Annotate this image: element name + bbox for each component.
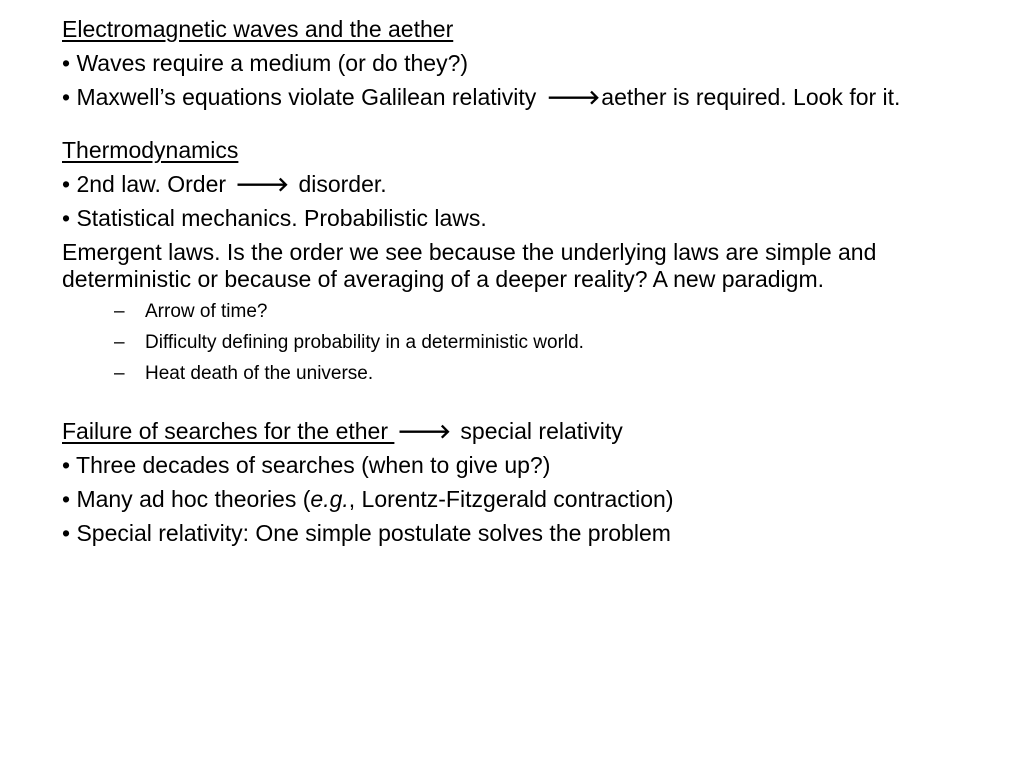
slide-body	[62, 16, 967, 547]
section-heading-ether-searches: Failure of searches for the ether 🡒 special relativity	[62, 418, 623, 444]
arrow-right-icon: 🡒	[235, 172, 290, 196]
bullet-maxwell: • Maxwell’s equations violate Galilean relativity 🡒aether is required. Look for it.	[62, 84, 901, 110]
paragraph-emergent-laws: Emergent laws. Is the order we see because the underlying laws are simple and deterministic or because of averaging of a deeper reality? A new paradigm.	[62, 239, 877, 292]
bullet-second-law: • 2nd law. Order 🡒 disorder.	[62, 171, 387, 197]
arrow-right-icon: 🡒	[546, 85, 601, 109]
bullet-waves-medium: • Waves require a medium (or do they?)	[62, 50, 469, 76]
bullet-ad-hoc-theories: • Many ad hoc theories (e.g., Lorentz-Fitzgerald contraction)	[62, 486, 674, 512]
subitem-arrow-of-time: – Arrow of time?	[114, 301, 268, 322]
bullet-statistical-mechanics: • Statistical mechanics. Probabilistic laws.	[62, 205, 487, 231]
arrow-right-icon: 🡒	[397, 419, 452, 443]
section-heading-thermodynamics: Thermodynamics	[62, 137, 239, 163]
bullet-special-relativity: • Special relativity: One simple postulate solves the problem	[62, 520, 671, 546]
section-heading-em-waves: Electromagnetic waves and the aether	[62, 16, 454, 42]
subitem-heat-death: – Heat death of the universe.	[114, 363, 374, 384]
subitem-probability: – Difficulty defining probability in a deterministic world.	[114, 332, 584, 353]
bullet-three-decades: • Three decades of searches (when to give up?)	[62, 452, 551, 478]
